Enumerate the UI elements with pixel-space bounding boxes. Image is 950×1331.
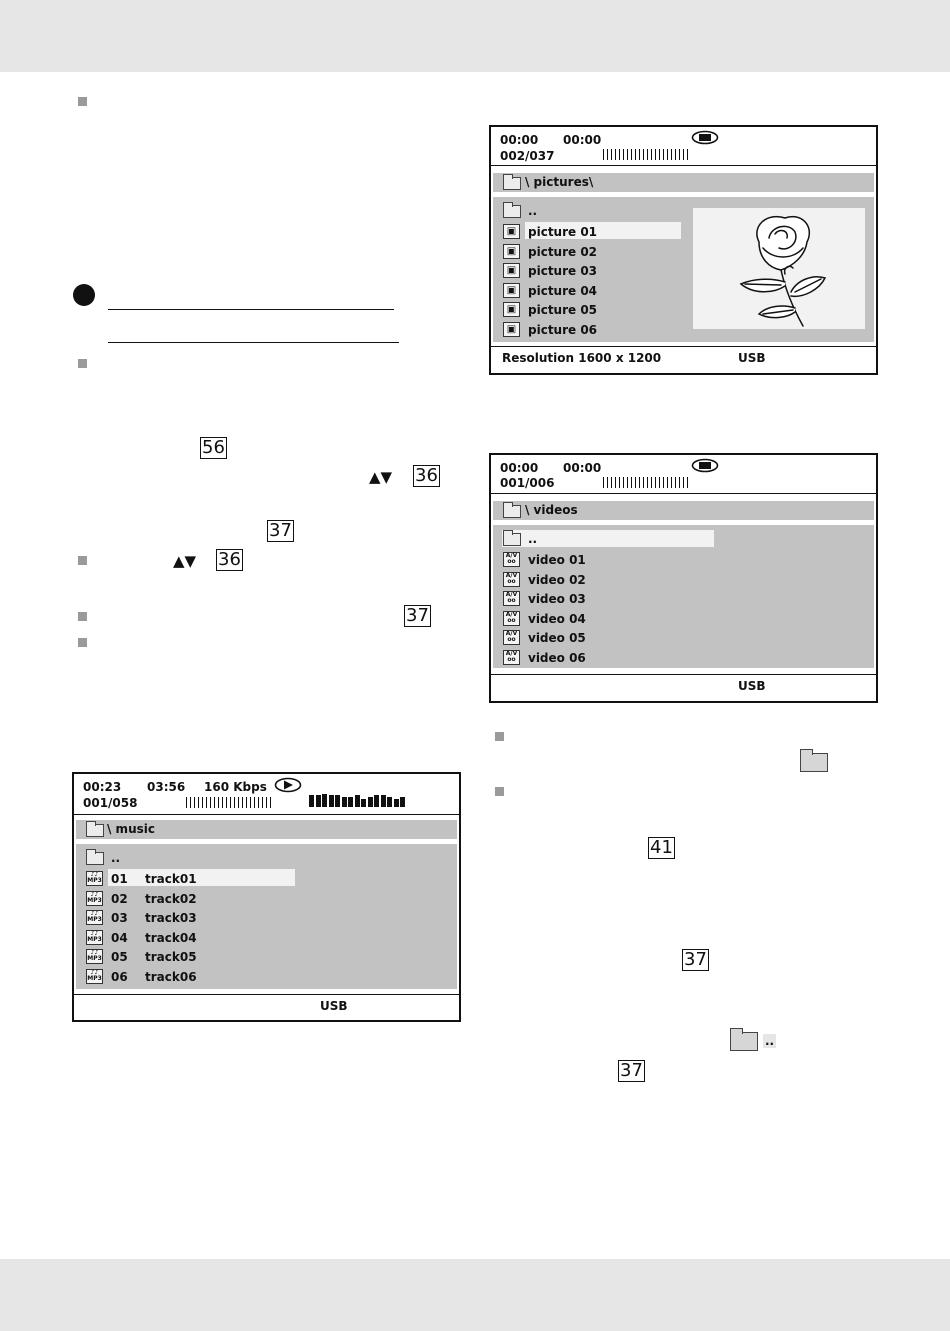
progress-ticks [186, 797, 271, 808]
folder-icon [503, 205, 521, 218]
footer-band [0, 1259, 950, 1331]
path-bar [493, 173, 874, 192]
parent-folder[interactable]: .. [528, 532, 538, 546]
track-name[interactable]: track03 [145, 911, 197, 926]
camera-icon: ▣ [503, 224, 520, 239]
mp3-icon: ♪♪ MP3 [87, 890, 102, 904]
parent-folder[interactable]: .. [528, 204, 538, 218]
file-item[interactable]: picture 03 [528, 264, 598, 279]
time-total: 03:56 [147, 780, 186, 794]
time-total: 00:00 [563, 133, 602, 147]
camera-icon: ▣ [503, 244, 520, 259]
av-icon: A/V oo [503, 650, 520, 665]
playback-state-icon [691, 130, 719, 145]
folder-icon [503, 177, 521, 190]
track-number[interactable]: 02 [111, 891, 128, 906]
counter: 002/037 [500, 149, 555, 163]
path-text: \ music [107, 822, 155, 836]
mp3-icon: ♪♪ MP3 [87, 969, 102, 982]
bullet-square [78, 97, 87, 106]
ref-36: 36 [218, 549, 241, 570]
time-total: 00:00 [563, 461, 602, 475]
selection-highlight [108, 869, 295, 886]
av-icon: A/V oo [503, 611, 520, 626]
header-band [0, 0, 950, 72]
file-item[interactable]: picture 04 [528, 283, 598, 298]
bullet-square [78, 556, 87, 565]
note-rule [108, 309, 394, 310]
camera-icon: ▣ [503, 302, 520, 317]
mp3-icon: ♪♪ MP3 [87, 929, 102, 943]
time-elapsed: 00:00 [500, 133, 539, 147]
folder-icon [800, 753, 828, 772]
track-name[interactable]: track01 [145, 872, 197, 886]
folder-icon [86, 824, 104, 837]
ref-37: 37 [620, 1060, 643, 1081]
parent-folder[interactable]: .. [111, 851, 121, 865]
mp3-icon: ♪♪ MP3 [87, 949, 102, 963]
track-name[interactable]: track05 [145, 950, 197, 965]
av-icon: A/V oo [503, 552, 520, 567]
file-item[interactable]: picture 01 [528, 225, 598, 239]
file-item[interactable]: video 01 [528, 553, 586, 567]
camera-icon: ▣ [503, 322, 520, 337]
counter: 001/058 [83, 796, 138, 810]
file-list [493, 525, 874, 668]
time-elapsed: 00:23 [83, 780, 122, 794]
equalizer-bar [387, 797, 392, 807]
equalizer-bar [348, 797, 353, 807]
track-name[interactable]: track06 [145, 970, 197, 984]
music-screen [72, 772, 461, 1022]
camera-icon: ▣ [503, 283, 520, 298]
file-item[interactable]: video 06 [528, 651, 586, 665]
screen-footer [491, 346, 876, 373]
ref-36: 36 [415, 465, 438, 486]
bullet-square [495, 787, 504, 796]
ref-37: 37 [406, 605, 429, 626]
bullet-square [78, 612, 87, 621]
screen-header [74, 774, 459, 815]
file-item[interactable]: video 04 [528, 611, 586, 626]
mp3-icon: ♪♪ MP3 [87, 910, 102, 924]
ref-56: 56 [202, 437, 225, 458]
equalizer-bar [309, 795, 314, 807]
rose-preview-image [693, 208, 865, 329]
equalizer-bar [335, 795, 340, 807]
camera-icon: ▣ [503, 263, 520, 278]
note-rule [108, 342, 399, 343]
play-icon [274, 777, 302, 793]
equalizer-bar [322, 794, 327, 807]
progress-ticks [603, 149, 689, 160]
file-list [76, 844, 457, 989]
track-number[interactable]: 03 [111, 911, 128, 926]
counter: 001/006 [500, 476, 555, 490]
screen-header [491, 455, 876, 494]
folder-icon [730, 1032, 758, 1051]
ref-41: 41 [650, 837, 673, 858]
file-item[interactable]: picture 05 [528, 303, 598, 318]
file-item[interactable]: video 03 [528, 592, 586, 607]
equalizer [309, 794, 409, 807]
note-dot [73, 284, 95, 306]
path-text: \ videos [525, 503, 578, 517]
equalizer-bar [400, 797, 405, 807]
av-icon: A/V oo [503, 572, 520, 587]
equalizer-bar [381, 795, 386, 807]
equalizer-bar [355, 795, 360, 807]
equalizer-bar [316, 795, 321, 807]
ref-37: 37 [684, 949, 707, 970]
file-item[interactable]: picture 02 [528, 244, 598, 259]
source-label: USB [738, 351, 766, 365]
bullet-square [78, 638, 87, 647]
playback-state-icon [691, 458, 719, 473]
screen-footer [74, 994, 459, 1020]
pictures-screen [489, 125, 878, 375]
file-item[interactable]: picture 06 [528, 323, 598, 337]
equalizer-bar [329, 795, 334, 807]
av-icon: A/V oo [503, 630, 520, 645]
equalizer-bar [361, 799, 366, 807]
track-number[interactable]: 01 [111, 872, 128, 886]
av-icon: A/V oo [503, 591, 520, 606]
track-number[interactable]: 06 [111, 970, 128, 984]
folder-icon [503, 533, 521, 546]
folder-icon [86, 852, 104, 865]
track-number[interactable]: 05 [111, 950, 128, 965]
path-bar [76, 820, 457, 839]
parent-dots: .. [765, 1034, 775, 1048]
bullet-square [495, 732, 504, 741]
resolution-label: Resolution 1600 x 1200 [502, 351, 662, 365]
screen-footer [491, 674, 876, 701]
track-name[interactable]: track02 [145, 891, 197, 906]
mp3-icon: ♪♪ MP3 [87, 871, 102, 884]
up-down-arrows: ▲▼ [369, 468, 393, 486]
track-name[interactable]: track04 [145, 930, 197, 945]
bitrate: 160 Kbps [204, 780, 267, 794]
path-text: \ pictures\ [525, 175, 594, 189]
bullet-square [78, 359, 87, 368]
preview-pane [693, 208, 865, 329]
equalizer-bar [342, 797, 347, 807]
up-down-arrows: ▲▼ [173, 552, 197, 570]
source-label: USB [320, 999, 348, 1013]
path-bar [493, 501, 874, 520]
progress-ticks [603, 477, 689, 488]
screen-header [491, 127, 876, 166]
source-label: USB [738, 679, 766, 693]
track-number[interactable]: 04 [111, 930, 128, 945]
folder-icon [503, 505, 521, 518]
file-item[interactable]: video 02 [528, 572, 586, 587]
ref-37: 37 [269, 520, 292, 541]
equalizer-bar [368, 797, 373, 807]
equalizer-bar [394, 799, 399, 807]
videos-screen [489, 453, 878, 703]
time-elapsed: 00:00 [500, 461, 539, 475]
file-item[interactable]: video 05 [528, 631, 586, 646]
equalizer-bar [374, 795, 379, 807]
file-list [493, 197, 874, 342]
